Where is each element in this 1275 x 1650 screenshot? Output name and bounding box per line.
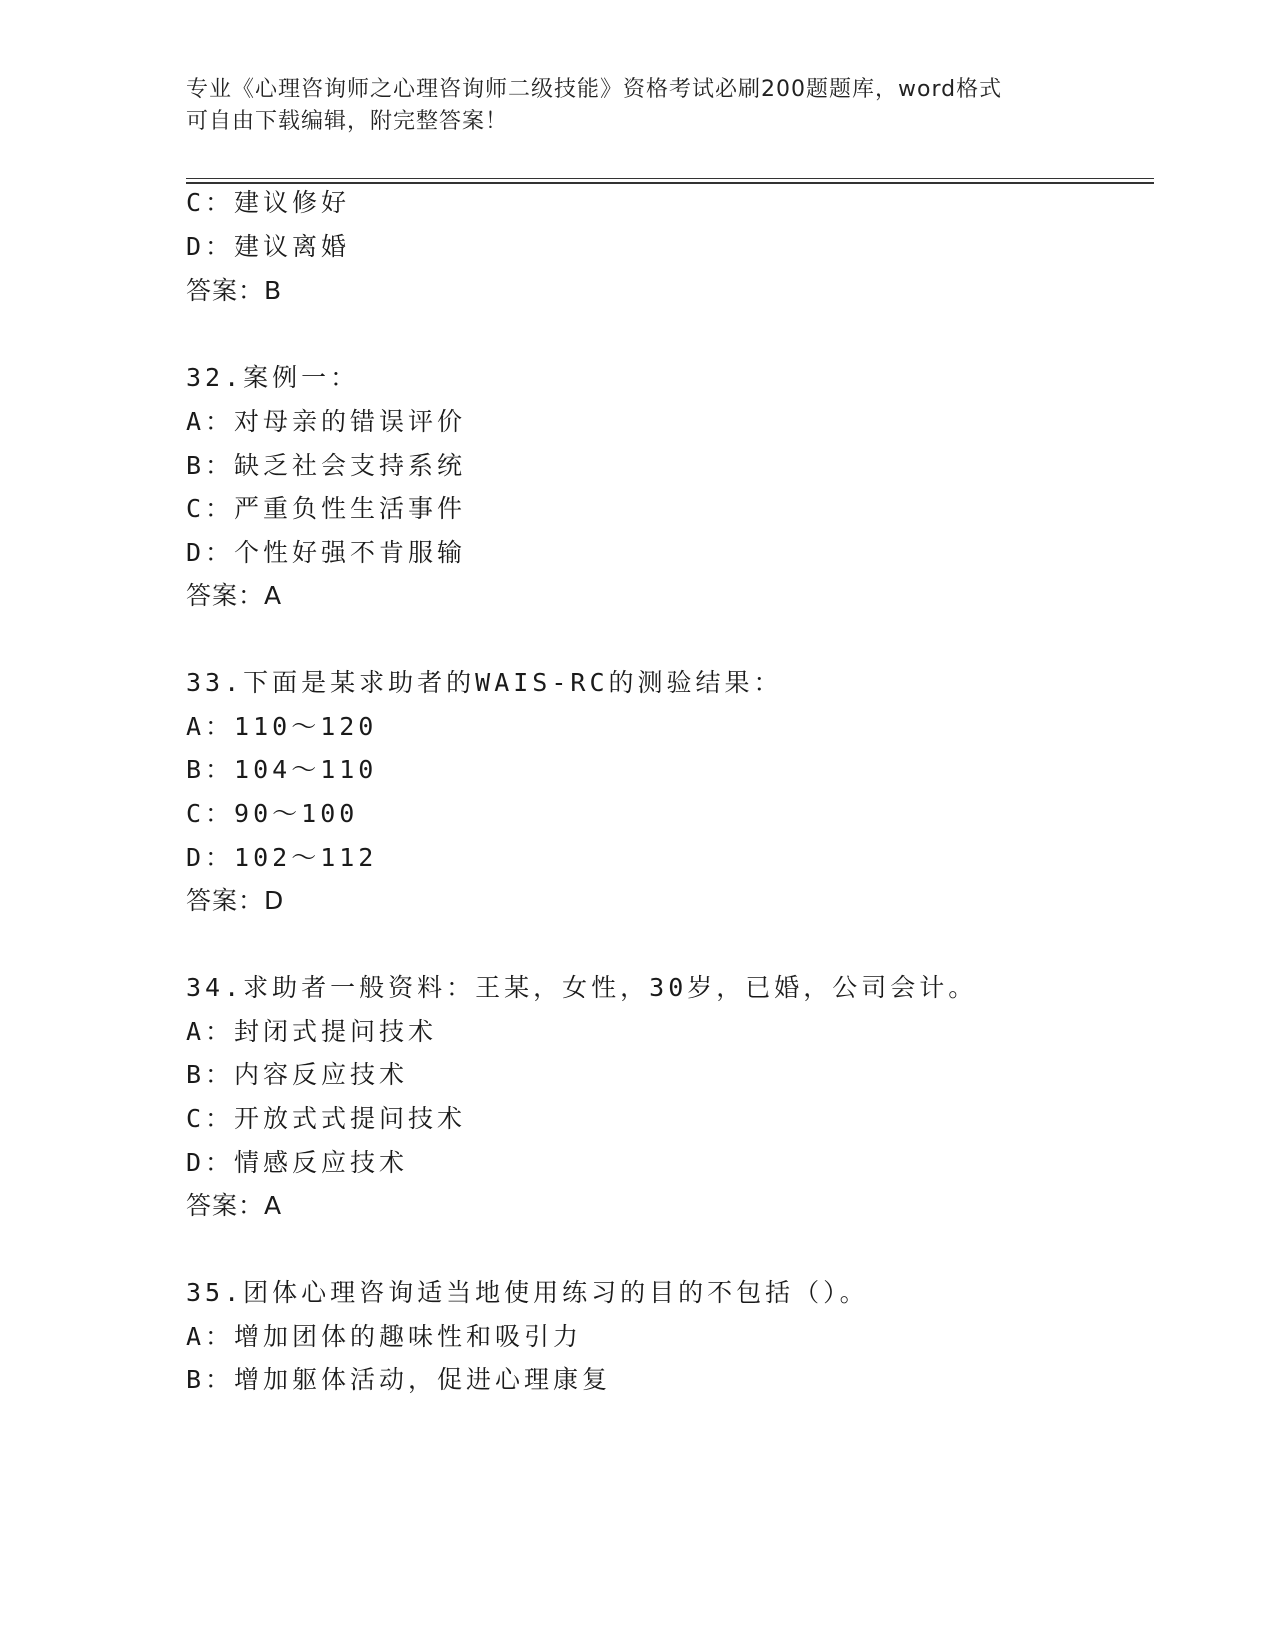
option-d: D：个性好强不肯服输 <box>186 538 467 567</box>
document-header <box>186 74 1086 138</box>
question-33: 33.下面是某求助者的WAIS-RC的测验结果： <box>186 668 783 697</box>
header-divider-thick <box>186 182 1154 184</box>
option-c: C：90～100 <box>186 799 359 828</box>
option-b: B：增加躯体活动，促进心理康复 <box>186 1365 612 1394</box>
option-a: A：封闭式提问技术 <box>186 1017 438 1046</box>
answer-label: 答案：D <box>186 886 285 915</box>
option-d: D：102～112 <box>186 843 378 872</box>
option-a: A：增加团体的趣味性和吸引力 <box>186 1322 583 1351</box>
question-32: 32.案例一： <box>186 363 360 392</box>
answer-label: 答案：A <box>186 581 283 610</box>
header-divider-thin <box>186 178 1154 179</box>
answer-label: 答案：B <box>186 276 283 305</box>
option-c: C：开放式式提问技术 <box>186 1104 467 1133</box>
option-b: B：104～110 <box>186 755 378 784</box>
question-35: 35.团体心理咨询适当地使用练习的目的不包括（）。 <box>186 1278 869 1307</box>
option-a: A：对母亲的错误评价 <box>186 407 467 436</box>
header-subtitle-line: 可自由下载编辑，附完整答案！ <box>186 109 509 134</box>
header-title-line: 专业《心理咨询师之心理咨询师二级技能》资格考试必刷200题题库，word格式 <box>186 77 1003 102</box>
option-d: D：建议离婚 <box>186 232 351 261</box>
option-a: A：110～120 <box>186 712 378 741</box>
question-34: 34.求助者一般资料：王某，女性，30岁，已婚，公司会计。 <box>186 973 978 1002</box>
option-c: C：严重负性生活事件 <box>186 494 467 523</box>
option-c: C：建议修好 <box>186 188 351 217</box>
option-b: B：缺乏社会支持系统 <box>186 451 467 480</box>
answer-label: 答案：A <box>186 1191 283 1220</box>
option-d: D：情感反应技术 <box>186 1148 409 1177</box>
option-b: B：内容反应技术 <box>186 1060 409 1089</box>
